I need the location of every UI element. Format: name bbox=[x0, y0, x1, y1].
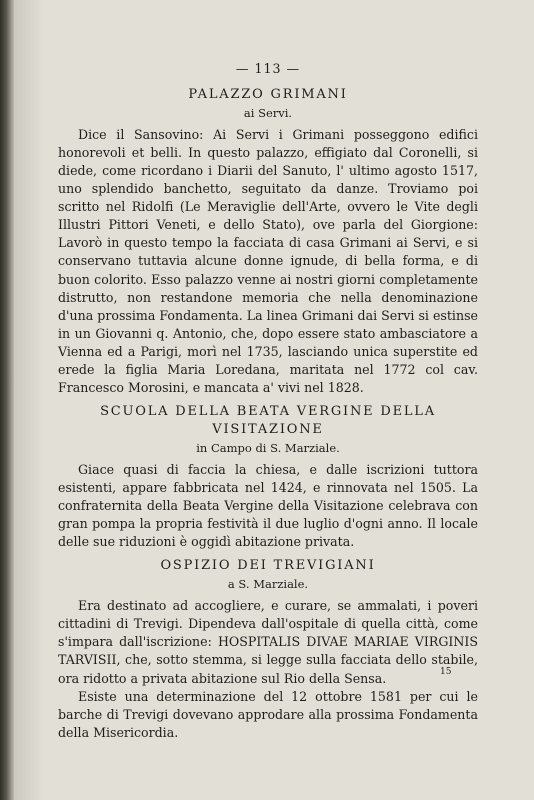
gutter-shadow bbox=[14, 0, 44, 800]
section-scuola-visitazione bbox=[58, 403, 478, 551]
section-subtitle: a S. Marziale. bbox=[227, 577, 309, 592]
paragraph: Era destinato ad accogliere, e curare, se ammalati, i poveri cittadini di Trevigi. Dipendeva dall'ospitale di quella città, come s'impara dall'iscrizione: HOSPITALIS DIVAE MARIAE VIRGINIS TARVISII, che, sotto stemma, si legge sulla facciata dello stabile, ora ridotto a privata abitazione sul Rio della Sensa. bbox=[58, 598, 478, 686]
paragraph: Dice il Sansovino: Ai Servi i Grimani posseggono edifici honorevoli et belli. In questo palazzo, effigiato dal Coronelli, si diede, come ricordano i Diarii del Sanuto, l' ultimo agosto 1517, uno splendido banchetto, seguitato da danze. Troviamo poi scritto nel Ridolfi (Le Meraviglie dell'Arte, ovvero le Vite degli Illustri Pittori Veneti, e dello Stato), ove parla del Giorgione: Lavorò in questo tempo la facciata di casa Grimani ai Servi, e si conservano tuttavia alcune donne ignude, di bella forma, e di buon colorito. Esso palazzo venne ai nostri giorni completamente distrutto, non restandone memoria che nella denominazione d'una prossima Fondamenta. La linea Grimani dai Servi si estinse in un Giovanni q. Antonio, che, dopo essere stato ambasciatore a Vienna ed a Parigi, morì nel 1735, lasciando unica superstite ed erede la figlia Maria Loredana, maritata nel 1772 col cav. Francesco Morosini, e mancata a' vivi nel 1828. bbox=[58, 127, 478, 395]
section-title: SCUOLA DELLA BEATA VERGINE DELLA VISITAZIONE bbox=[100, 403, 436, 437]
section-palazzo-grimani bbox=[58, 86, 478, 397]
section-subtitle: ai Servi. bbox=[243, 106, 293, 121]
paragraph: Esiste una determinazione del 12 ottobre 1581 per cui le barche di Trevigi dovevano approdare alla prossima Fondamenta della Misericordia. bbox=[58, 688, 478, 740]
signature-mark: 15 bbox=[440, 667, 452, 677]
section-subtitle: in Campo di S. Marziale. bbox=[196, 440, 340, 455]
page-number: — 113 — bbox=[235, 61, 301, 76]
text-block bbox=[58, 60, 478, 742]
section-ospizio-trevigiani bbox=[58, 557, 478, 741]
section-title: PALAZZO GRIMANI bbox=[188, 87, 348, 103]
paragraph: Giace quasi di faccia la chiesa, e dalle iscrizioni tuttora esistenti, appare fabbricata nel 1424, e rinnovata nel 1505. La confraternita della Beata Vergine della Visitazione celebrava con gran pompa la propria festività il due luglio d'ogni anno. Il locale delle sue riduzioni è oggidì abitazione privata. bbox=[58, 461, 478, 550]
section-title: OSPIZIO DEI TREVIGIANI bbox=[160, 558, 376, 574]
book-gutter bbox=[0, 0, 14, 800]
